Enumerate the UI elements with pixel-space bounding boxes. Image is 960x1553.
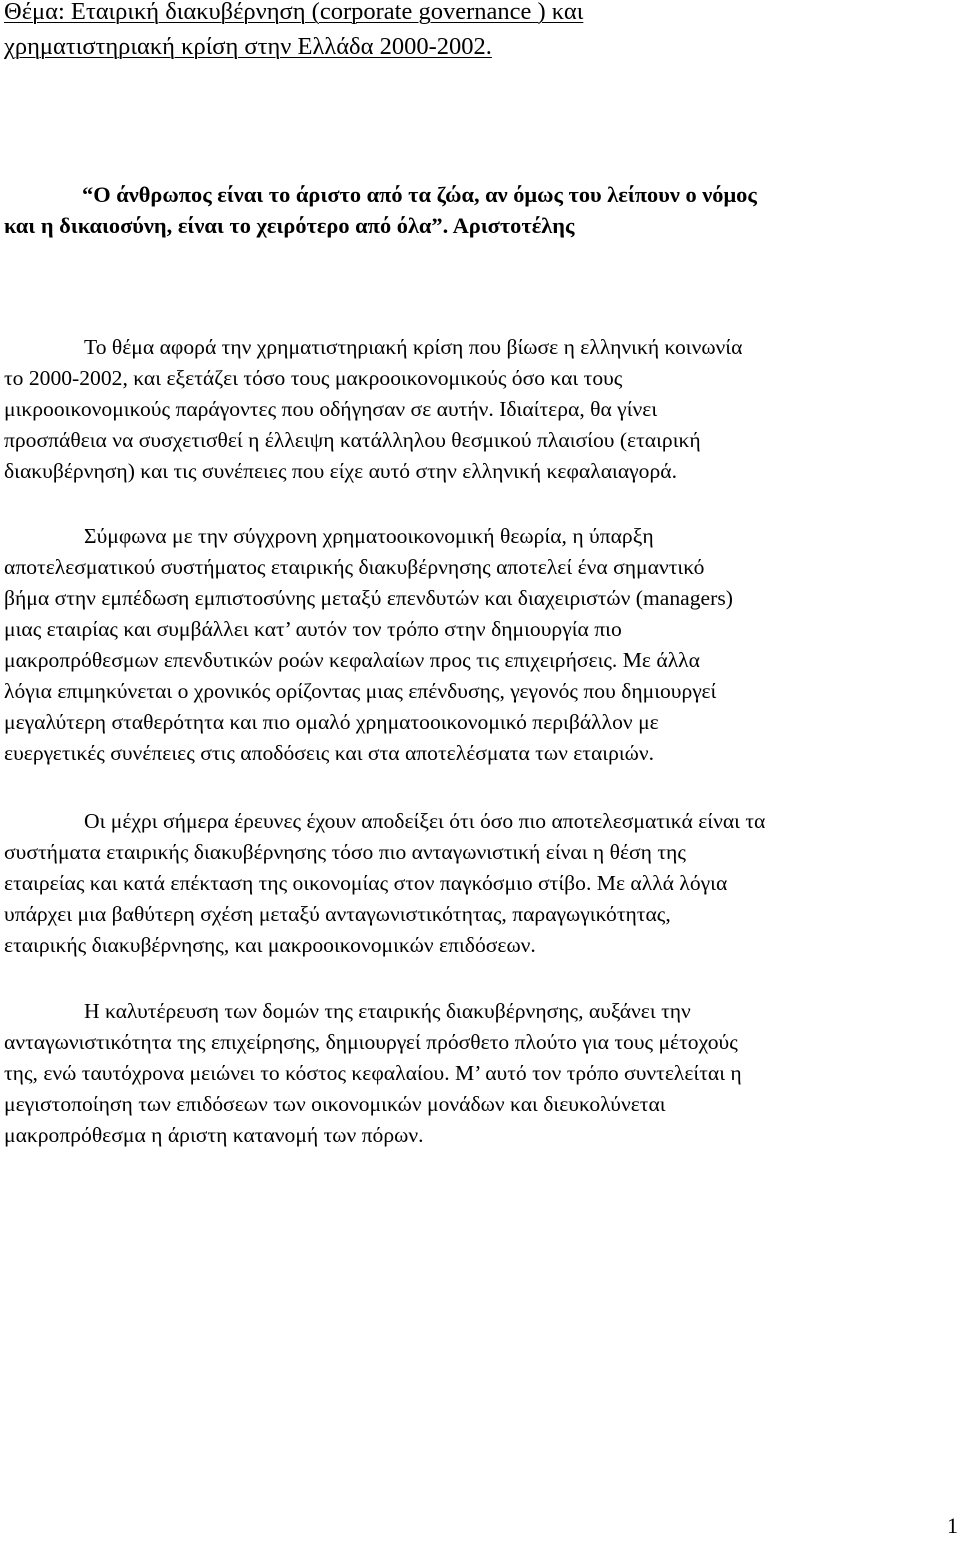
epigraph-quote [4, 179, 954, 241]
paragraph-line: προσπάθεια να συσχετισθεί η έλλειψη κατάλληλου θεσμικού πλαισίου (εταιρική [4, 428, 701, 452]
quote-line-1: “Ο άνθρωπος είναι το άριστο από τα ζώα, αν όμως του λείπουν ο νόμος [82, 182, 757, 207]
paragraph-line: εταιρικής διακυβέρνησης, και μακροοικονομικών επιδόσεων. [4, 933, 536, 957]
paragraph-line: εταιρείας και κατά επέκταση της οικονομίας στον παγκόσμιο στίβο. Με αλλά λόγια [4, 871, 728, 895]
paragraph-4 [4, 996, 960, 1151]
document-title [4, 0, 954, 64]
paragraph-line: το 2000-2002, και εξετάζει τόσο τους μακροοικονομικούς όσο και τους [4, 366, 623, 390]
paragraph-line: Η καλυτέρευση των δομών της εταιρικής διακυβέρνησης, αυξάνει την [84, 999, 691, 1023]
paragraph-line: διακυβέρνηση) και τις συνέπειες που είχε αυτό στην ελληνική κεφαλαιαγορά. [4, 459, 677, 483]
paragraph-1 [4, 332, 960, 487]
paragraph-line: Σύμφωνα με την σύγχρονη χρηματοοικονομική θεωρία, η ύπαρξη [84, 524, 654, 548]
paragraph-line: λόγια επιμηκύνεται ο χρονικός ορίζοντας μιας επένδυσης, γεγονός που δημιουργεί [4, 679, 717, 703]
paragraph-line: ανταγωνιστικότητα της επιχείρησης, δημιουργεί πρόσθετο πλούτο για τους μέτοχούς [4, 1030, 738, 1054]
paragraph-line: υπάρχει μια βαθύτερη σχέση μεταξύ ανταγωνιστικότητας, παραγωγικότητας, [4, 902, 671, 926]
paragraph-line: της, ενώ ταυτόχρονα μειώνει το κόστος κεφαλαίου. Μ’ αυτό τον τρόπο συντελείται η [4, 1061, 742, 1085]
paragraph-line: συστήματα εταιρικής διακυβέρνησης τόσο πιο ανταγωνιστική είναι η θέση της [4, 840, 686, 864]
paragraph-line: μακροπρόθεσμων επενδυτικών ροών κεφαλαίων προς τις επιχειρήσεις. Με άλλα [4, 648, 700, 672]
paragraph-line: μικροοικονομικούς παράγοντες που οδήγησαν σε αυτήν. Ιδιαίτερα, θα γίνει [4, 397, 658, 421]
paragraph-3 [4, 806, 960, 961]
paragraph-line: αποτελεσματικού συστήματος εταιρικής διακυβέρνησης αποτελεί ένα σημαντικό [4, 555, 705, 579]
title-line-2: χρηματιστηριακή κρίση στην Ελλάδα 2000-2002. [4, 33, 492, 60]
paragraph-line: Οι μέχρι σήμερα έρευνες έχουν αποδείξει ότι όσο πιο αποτελεσματικά είναι τα [84, 809, 766, 833]
quote-line-2: και η δικαιοσύνη, είναι το χειρότερο από όλα”. Αριστοτέλης [4, 213, 575, 238]
title-line-1: Θέμα: Εταιρική διακυβέρνηση (corporate governance ) και [4, 0, 584, 25]
paragraph-line: μεγιστοποίηση των επιδόσεων των οικονομικών μονάδων και διευκολύνεται [4, 1092, 666, 1116]
paragraph-line: ευεργετικές συνέπειες στις αποδόσεις και στα αποτελέσματα των εταιριών. [4, 741, 655, 765]
paragraph-line: μεγαλύτερη σταθερότητα και πιο ομαλό χρηματοοικονομικό περιβάλλον με [4, 710, 659, 734]
paragraph-line: βήμα στην εμπέδωση εμπιστοσύνης μεταξύ επενδυτών και διαχειριστών (managers) [4, 586, 733, 610]
page-number: 1 [947, 1513, 958, 1538]
paragraph-line: Το θέμα αφορά την χρηματιστηριακή κρίση που βίωσε η ελληνική κοινωνία [84, 335, 743, 359]
paragraph-line: μακροπρόθεσμα η άριστη κατανομή των πόρων. [4, 1123, 424, 1147]
paragraph-2 [4, 521, 960, 769]
paragraph-line: μιας εταιρίας και συμβάλλει κατ’ αυτόν τον τρόπο στην δημιουργία πιο [4, 617, 622, 641]
